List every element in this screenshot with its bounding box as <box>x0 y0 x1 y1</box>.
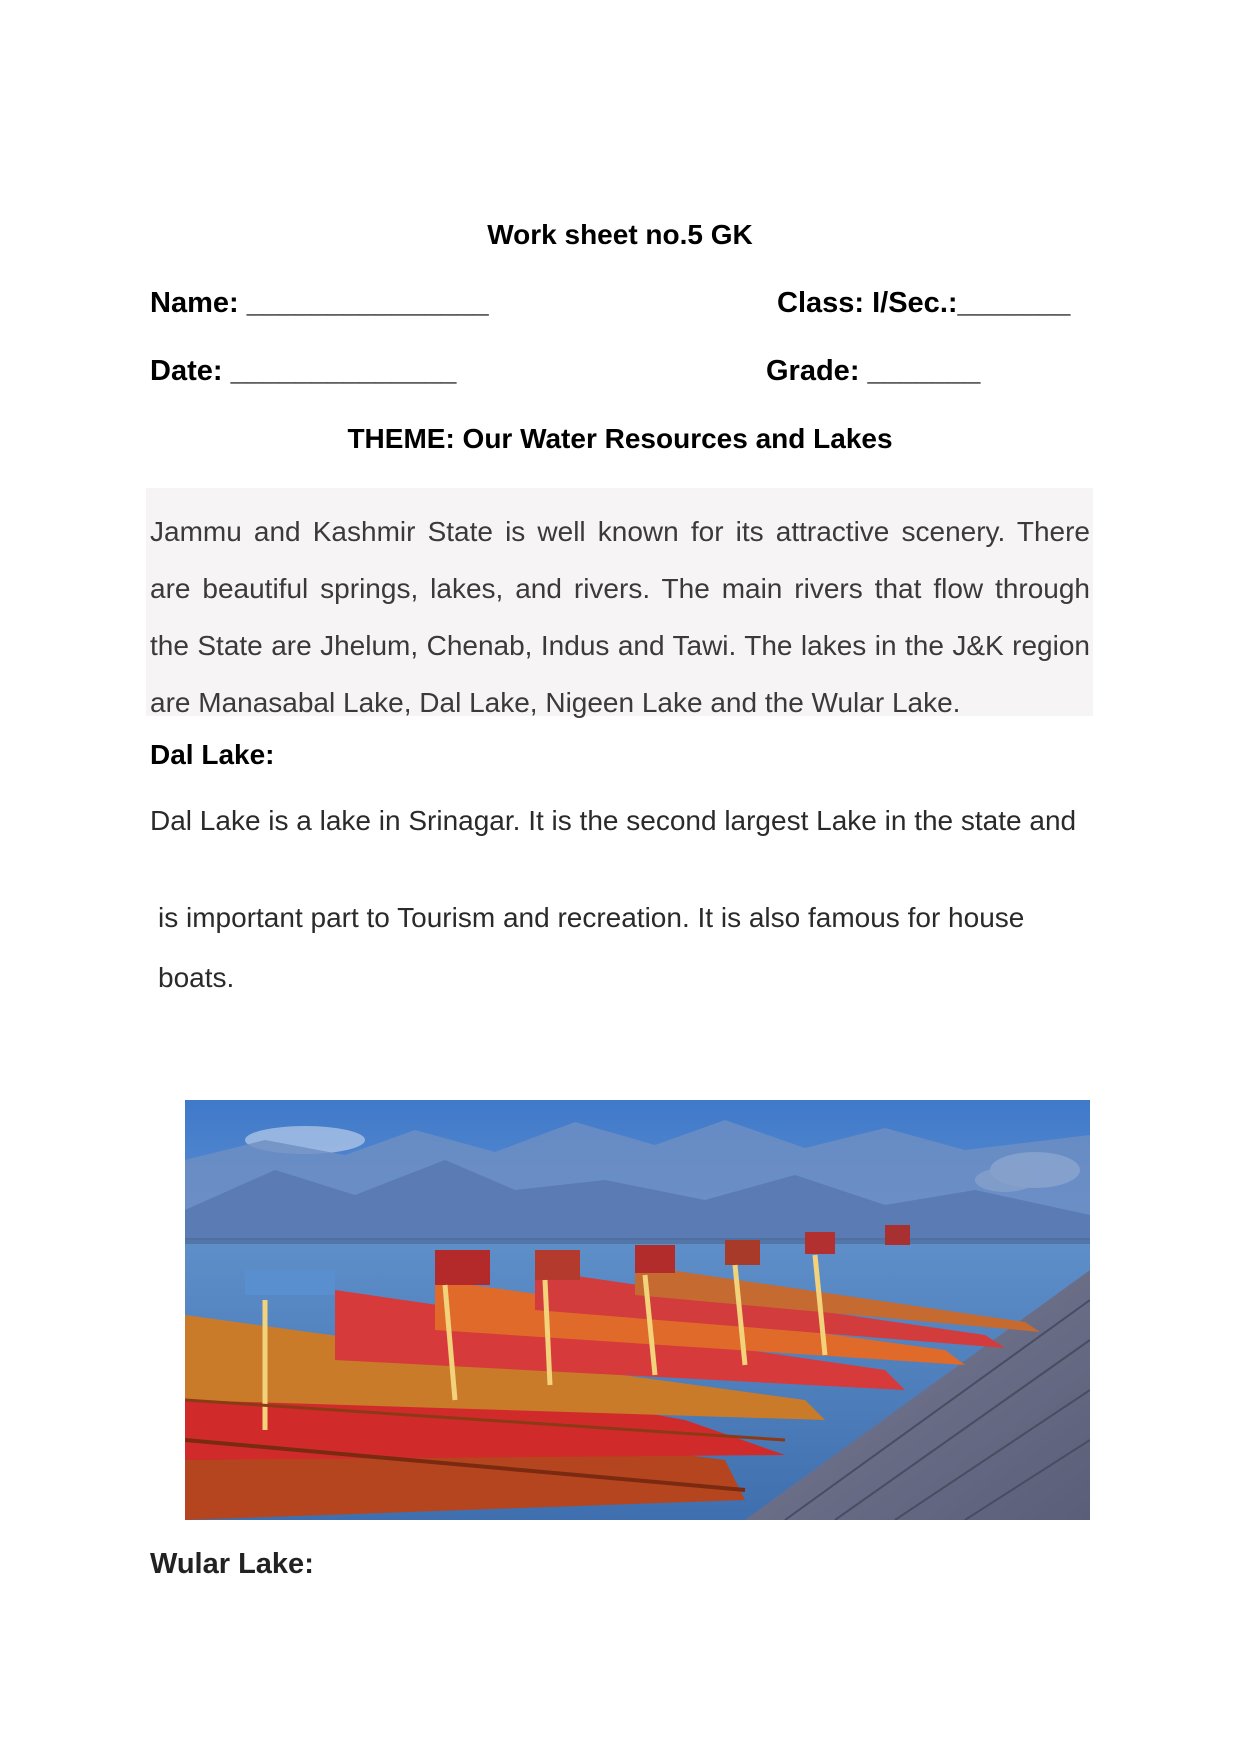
date-field: Date: ______________ <box>150 355 457 387</box>
name-field: Name: _______________ <box>150 287 489 319</box>
worksheet-title: Work sheet no.5 GK <box>487 219 753 250</box>
intro-paragraph: Jammu and Kashmir State is well known for its attractive scenery. There are beautiful springs, lakes, and rivers. The main rivers that flow through the State are Jhelum, Chenab, Indus and Tawi. The lakes in the J&K region are Manasabal Lake, Dal Lake, Nigeen Lake and the Wular Lake. <box>150 516 1090 718</box>
dal-lake-shikara-boats-photo-icon <box>185 1100 1090 1520</box>
dal-lake-text-line-1: Dal Lake is a lake in Srinagar. It is the second largest Lake in the state and <box>150 805 1077 836</box>
class-field: Class: I/Sec.:_______ <box>777 287 1071 319</box>
theme-heading: THEME: Our Water Resources and Lakes <box>347 423 893 454</box>
dal-lake-photo <box>185 1100 1090 1520</box>
dal-lake-text-line-3: boats. <box>158 962 235 993</box>
grade-field: Grade: _______ <box>766 355 981 387</box>
dal-lake-text-line-2: is important part to Tourism and recreation. It is also famous for house <box>158 902 1025 933</box>
wular-lake-heading: Wular Lake: <box>150 1548 314 1580</box>
dal-lake-heading: Dal Lake: <box>150 739 275 770</box>
